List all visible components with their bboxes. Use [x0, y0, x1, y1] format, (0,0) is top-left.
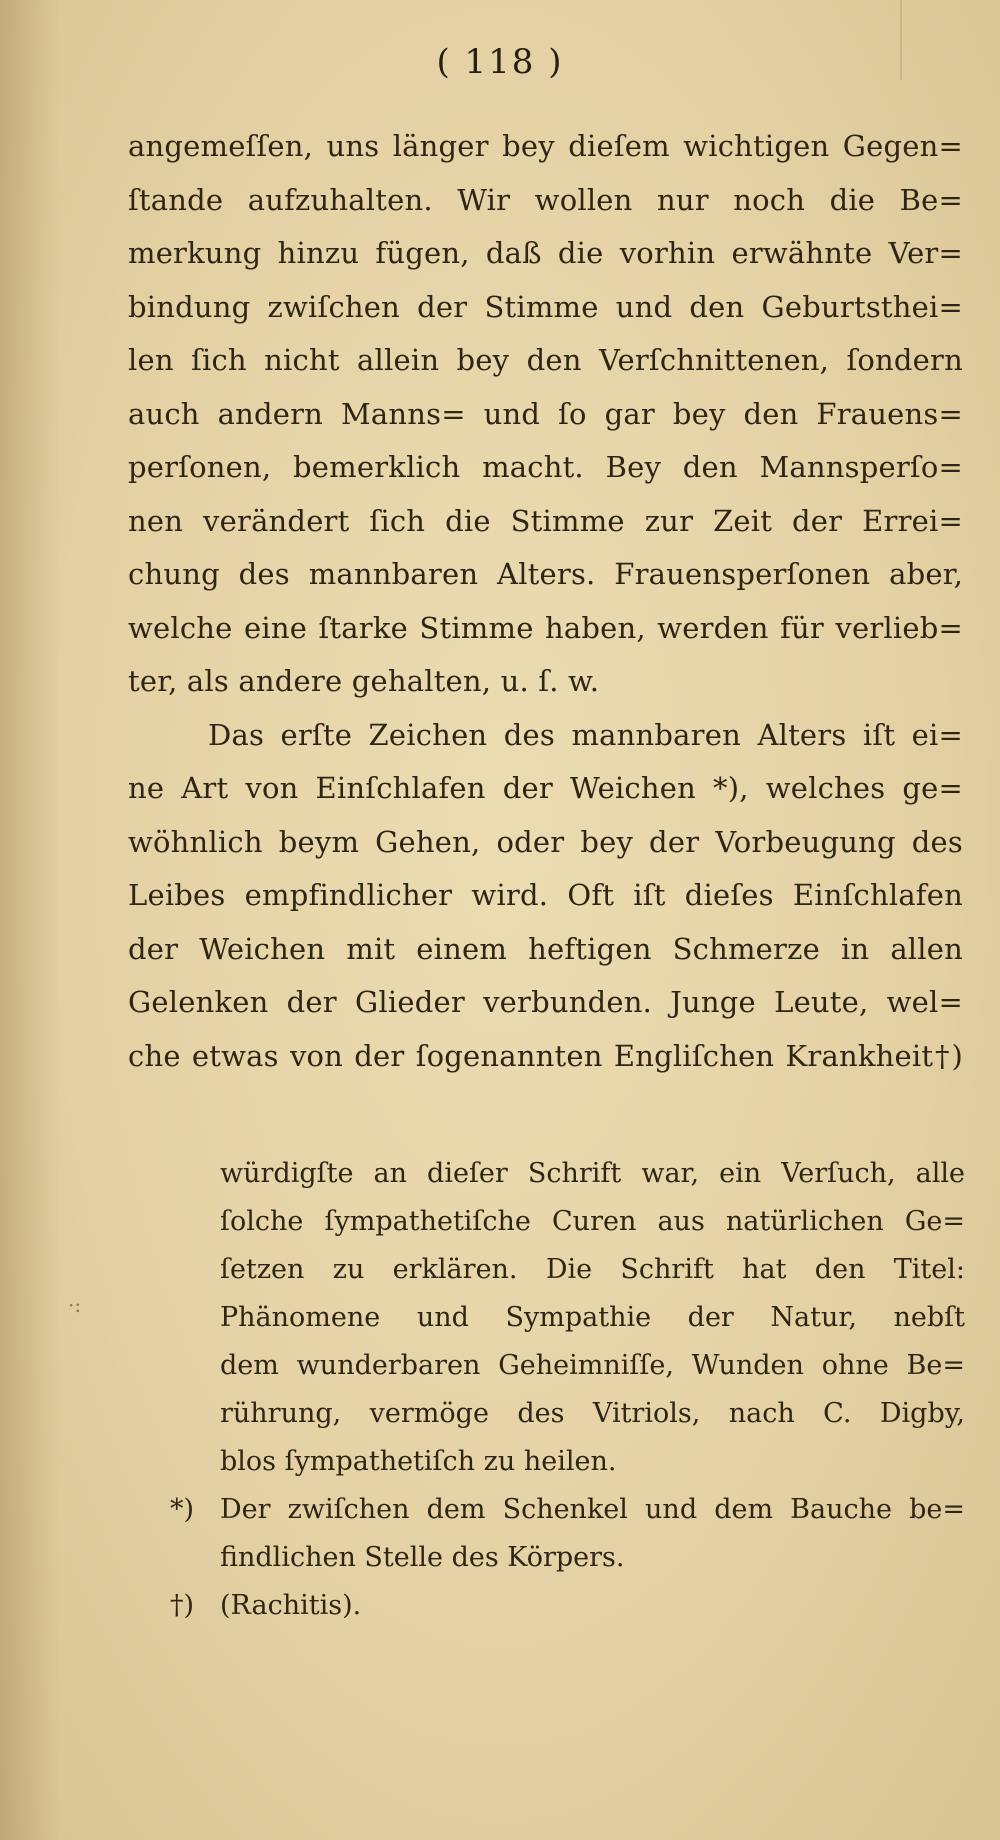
paragraph-start-line: Das erſte Zeichen des mannbaren Alters iſt ei= [208, 717, 963, 752]
page-number: ( 118 ) [436, 42, 564, 82]
footnote-continued-line: ſolche ſympathetiſche Curen aus natürlichen Ge= [220, 1206, 965, 1237]
body-line: auch andern Manns= und ſo gar bey den Frauens= [128, 396, 963, 431]
body-line: der Weichen mit einem heftigen Schmerze in allen [128, 931, 963, 966]
footnote-continued-line: würdigſte an dieſer Schrift war, ein Verſuch, alle [220, 1158, 965, 1189]
body-line: perſonen, bemerklich macht. Bey den Mannsperſo= [128, 450, 963, 484]
body-line: welche eine ſtarke Stimme haben, werden für verlieb= [128, 610, 963, 645]
footnote-star-continued: findlichen Stelle des Körpers. [220, 1542, 625, 1573]
footnote-dagger-text: (Rachitis). [220, 1590, 362, 1621]
body-line: Leibes empfindlicher wird. Oft iſt dieſes Einſchlafen [128, 878, 963, 912]
footnote-continued-line: rührung, vermöge des Vitriols, nach C. Digby, [220, 1398, 965, 1429]
body-line: Gelenken der Glieder verbunden. Junge Leute, wel= [128, 985, 963, 1019]
footnotes-block [170, 1150, 965, 1630]
gutter-shadow [0, 0, 60, 1840]
footnote-star [170, 1486, 965, 1534]
margin-smudge: ·: [68, 1293, 82, 1317]
footnote-star-text: Der zwiſchen dem Schenkel und dem Bauche be= [220, 1494, 965, 1525]
body-line: ter, als andere gehalten, u. ſ. w. [128, 664, 600, 698]
footnote-star-marker: *) [170, 1494, 195, 1525]
body-line: nen verändert ſich die Stimme zur Zeit der Errei= [128, 503, 963, 538]
footnote-continued-line: ſetzen zu erklären. Die Schrift hat den Titel: [220, 1254, 965, 1285]
footnote-continued-line: Phänomene und Sympathie der Natur, nebſt [220, 1302, 965, 1333]
footnote-dagger [170, 1582, 965, 1630]
footnote-dagger-marker: †) [170, 1590, 195, 1621]
body-line: wöhnlich beym Gehen, oder bey der Vorbeugung des [128, 824, 963, 859]
body-line: bindung zwiſchen der Stimme und den Geburtsthei= [128, 289, 963, 324]
main-text-block [128, 120, 963, 1083]
body-line: merkung hinzu fügen, daß die vorhin erwähnte Ver= [128, 236, 963, 270]
body-line: angemeſſen, uns länger bey dieſem wichtigen Gegen= [128, 129, 963, 163]
body-line: len ſich nicht allein bey den Verſchnittenen, ſondern [128, 343, 963, 377]
body-line: ſtande aufzuhalten. Wir wollen nur noch die Be= [128, 182, 963, 217]
footnote-continued-line: dem wunderbaren Geheimniſſe, Wunden ohne Be= [220, 1350, 965, 1381]
body-line: ne Art von Einſchlafen der Weichen *), welches ge= [128, 771, 963, 805]
footnote-continued-line: blos ſympathetiſch zu heilen. [220, 1446, 617, 1477]
body-line: che etwas von der ſogenannten Engliſchen Krankheit†) [128, 1038, 963, 1073]
body-line: chung des mannbaren Alters. Frauensperſonen aber, [128, 557, 963, 591]
